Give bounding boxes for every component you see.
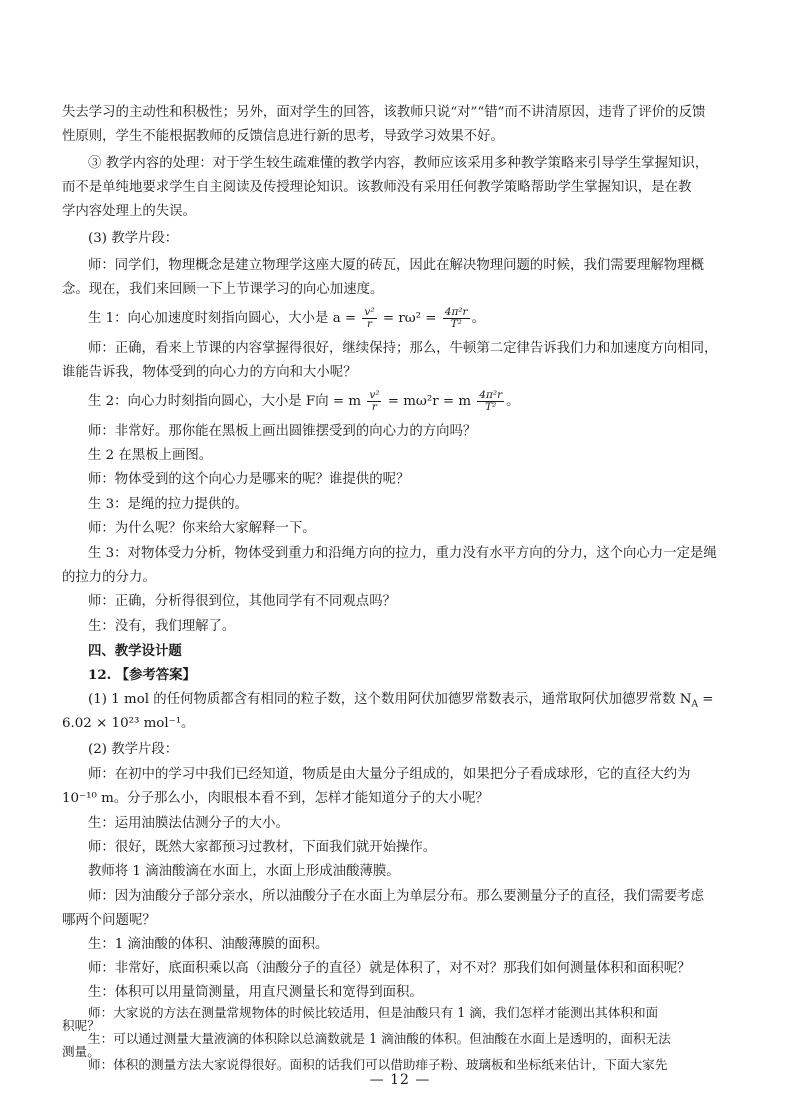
formula-line-2 bbox=[88, 389, 748, 417]
paragraph-line: 生：没有，我们理解了。 bbox=[88, 619, 236, 634]
paragraph-line: 哪两个问题呢？ bbox=[62, 913, 156, 928]
page-number: — 12 — bbox=[369, 1072, 431, 1088]
subscript: A bbox=[691, 699, 699, 710]
equals-sign: = bbox=[702, 692, 714, 707]
fraction bbox=[477, 390, 504, 413]
dialogue-text: 生 2：向心力时刻指向圆心，大小是 bbox=[88, 394, 302, 409]
answer-header bbox=[88, 666, 748, 685]
paragraph-line: 师：大家说的方法在测量常规物体的时候比较适用，但是油酸只有 1 滴，我们怎样才能测出其体积和面 bbox=[88, 1006, 659, 1019]
paragraph-line: 师：正确，看来上节课的内容掌握得很好，继续保持；那么，牛顿第二定律告诉我们力和加速度方向相同， bbox=[88, 341, 718, 356]
line-text: (1) 1 mol 的任何物质都含有相同的粒子数，这个数用阿伏加德罗常数表示，通常取阿伏加德罗常数 N bbox=[88, 692, 692, 707]
formula-middle: = rω² = bbox=[382, 311, 437, 326]
paragraph-line: 而不是单纯地要求学生自主阅读及传授理论知识。该教师没有采用任何教学策略帮助学生掌握知识，是在教 bbox=[62, 180, 692, 195]
numerator: 4π²r bbox=[479, 389, 503, 401]
paragraph-line: 生 3：是绳的拉力提供的。 bbox=[88, 497, 249, 512]
paragraph-line: 6.02 × 10²³ mol⁻¹。 bbox=[62, 716, 195, 731]
section-heading: 四、教学设计题 bbox=[88, 643, 182, 659]
formula-f: F向 = bbox=[305, 394, 345, 409]
paragraph-line: 积呢？ bbox=[62, 1019, 100, 1032]
paragraph-line bbox=[88, 691, 748, 714]
paragraph-line: ③ 教学内容的处理：对于学生较生疏难懂的教学内容，教师应该采用多种教学策略来引导学生掌握知识， bbox=[88, 156, 709, 171]
paragraph-line: 谁能告诉我，物体受到的向心力的方向和大小呢？ bbox=[62, 365, 357, 380]
formula-m: m bbox=[348, 394, 362, 409]
formula-a: a = bbox=[332, 311, 357, 326]
fraction bbox=[362, 307, 376, 330]
section-label: (3) 教学片段： bbox=[88, 231, 179, 246]
paragraph-line: 师：物体受到的这个向心力是哪来的呢？谁提供的呢？ bbox=[88, 472, 410, 487]
paragraph-line: 师：非常好，底面积乘以高（油酸分子的直径）就是体积了，对不对？那我们如何测量体积和面积呢？ bbox=[88, 961, 691, 976]
paragraph-line: 师：因为油酸分子部分亲水，所以油酸分子在水面上为单层分布。那么要测量分子的直径，我们需要考虑 bbox=[88, 889, 704, 904]
paragraph-line: 师：为什么呢？你来给大家解释一下。 bbox=[88, 521, 316, 536]
fraction bbox=[367, 390, 381, 413]
paragraph-line: 生：体积可以用量筒测量，用直尺测量长和宽得到面积。 bbox=[88, 985, 423, 1000]
formula-middle: = mω²r = m bbox=[387, 394, 472, 409]
paragraph-line: 生 3：对物体受力分析，物体受到重力和沿绳方向的拉力，重力没有水平方向的分力，这个向心力一定是绳 bbox=[88, 546, 717, 561]
paragraph-line: 学内容处理上的失误。 bbox=[62, 204, 196, 219]
paragraph-line: 10⁻¹⁰ m。分子那么小，肉眼根本看不到，怎样才能知道分子的大小呢？ bbox=[62, 791, 489, 806]
paragraph-line: 教师将 1 滴油酸滴在水面上，水面上形成油酸薄膜。 bbox=[88, 864, 400, 879]
paragraph-line: 生 2 在黑板上画图。 bbox=[88, 448, 213, 463]
paragraph-line: 师：非常好。那你能在黑板上画出圆锥摆受到的向心力的方向吗？ bbox=[88, 424, 477, 439]
paragraph-line: 失去学习的主动性和积极性；另外，面对学生的回答，该教师只说“对”“错”而不讲清原因，违背了评价的反馈 bbox=[62, 105, 706, 120]
paragraph-line: 师：正确，分析得很到位，其他同学有不同观点吗？ bbox=[88, 594, 396, 609]
dialogue-text: 生 1：向心加速度时刻指向圆心，大小是 bbox=[88, 311, 329, 326]
fraction bbox=[443, 307, 470, 330]
formula-line-1 bbox=[88, 306, 748, 334]
formula-end: 。 bbox=[506, 394, 520, 409]
numerator: v² bbox=[364, 306, 375, 318]
denominator: r bbox=[366, 318, 373, 330]
paragraph-line: 师：很好，既然大家都预习过教材，下面我们就开始操作。 bbox=[88, 840, 437, 855]
paragraph-line: 生：可以通过测量大量液滴的体积除以总滴数就是 1 滴油酸的体积。但油酸在水面上是透明的，面积无法 bbox=[88, 1032, 671, 1045]
question-number: 12. bbox=[88, 667, 112, 683]
paragraph-line: 生：运用油膜法估测分子的大小。 bbox=[88, 816, 289, 831]
denominator: T² bbox=[450, 318, 462, 330]
denominator: r bbox=[371, 401, 377, 413]
denominator: T² bbox=[485, 401, 497, 413]
paragraph-line: 师：在初中的学习中我们已经知道，物质是由大量分子组成的，如果把分子看成球形，它的直径大约为 bbox=[88, 767, 691, 782]
paragraph-line: 的拉力的分力。 bbox=[62, 570, 156, 585]
section-label: (2) 教学片段： bbox=[88, 742, 179, 757]
paragraph-line: 念。现在，我们来回顾一下上节课学习的向心加速度。 bbox=[62, 282, 384, 297]
paragraph-line: 生：1 滴油酸的体积、油酸薄膜的面积。 bbox=[88, 937, 329, 952]
paragraph-line: 测量。 bbox=[62, 1045, 100, 1058]
numerator: v² bbox=[369, 389, 380, 401]
paragraph-line: 性原则，学生不能根据教师的反馈信息进行新的思考，导致学习效果不好。 bbox=[62, 129, 504, 144]
paragraph-line: 师：同学们，物理概念是建立物理学这座大厦的砖瓦，因此在解决物理问题的时候，我们需要理解物理概 bbox=[88, 258, 704, 273]
formula-end: 。 bbox=[471, 311, 485, 326]
numerator: 4π²r bbox=[444, 306, 468, 318]
paragraph-line: 师：体积的测量方法大家说得很好。面积的话我们可以借助痱子粉、玻璃板和坐标纸来估计，下面大家先 bbox=[88, 1058, 668, 1071]
answer-label: 【参考答案】 bbox=[115, 667, 196, 683]
